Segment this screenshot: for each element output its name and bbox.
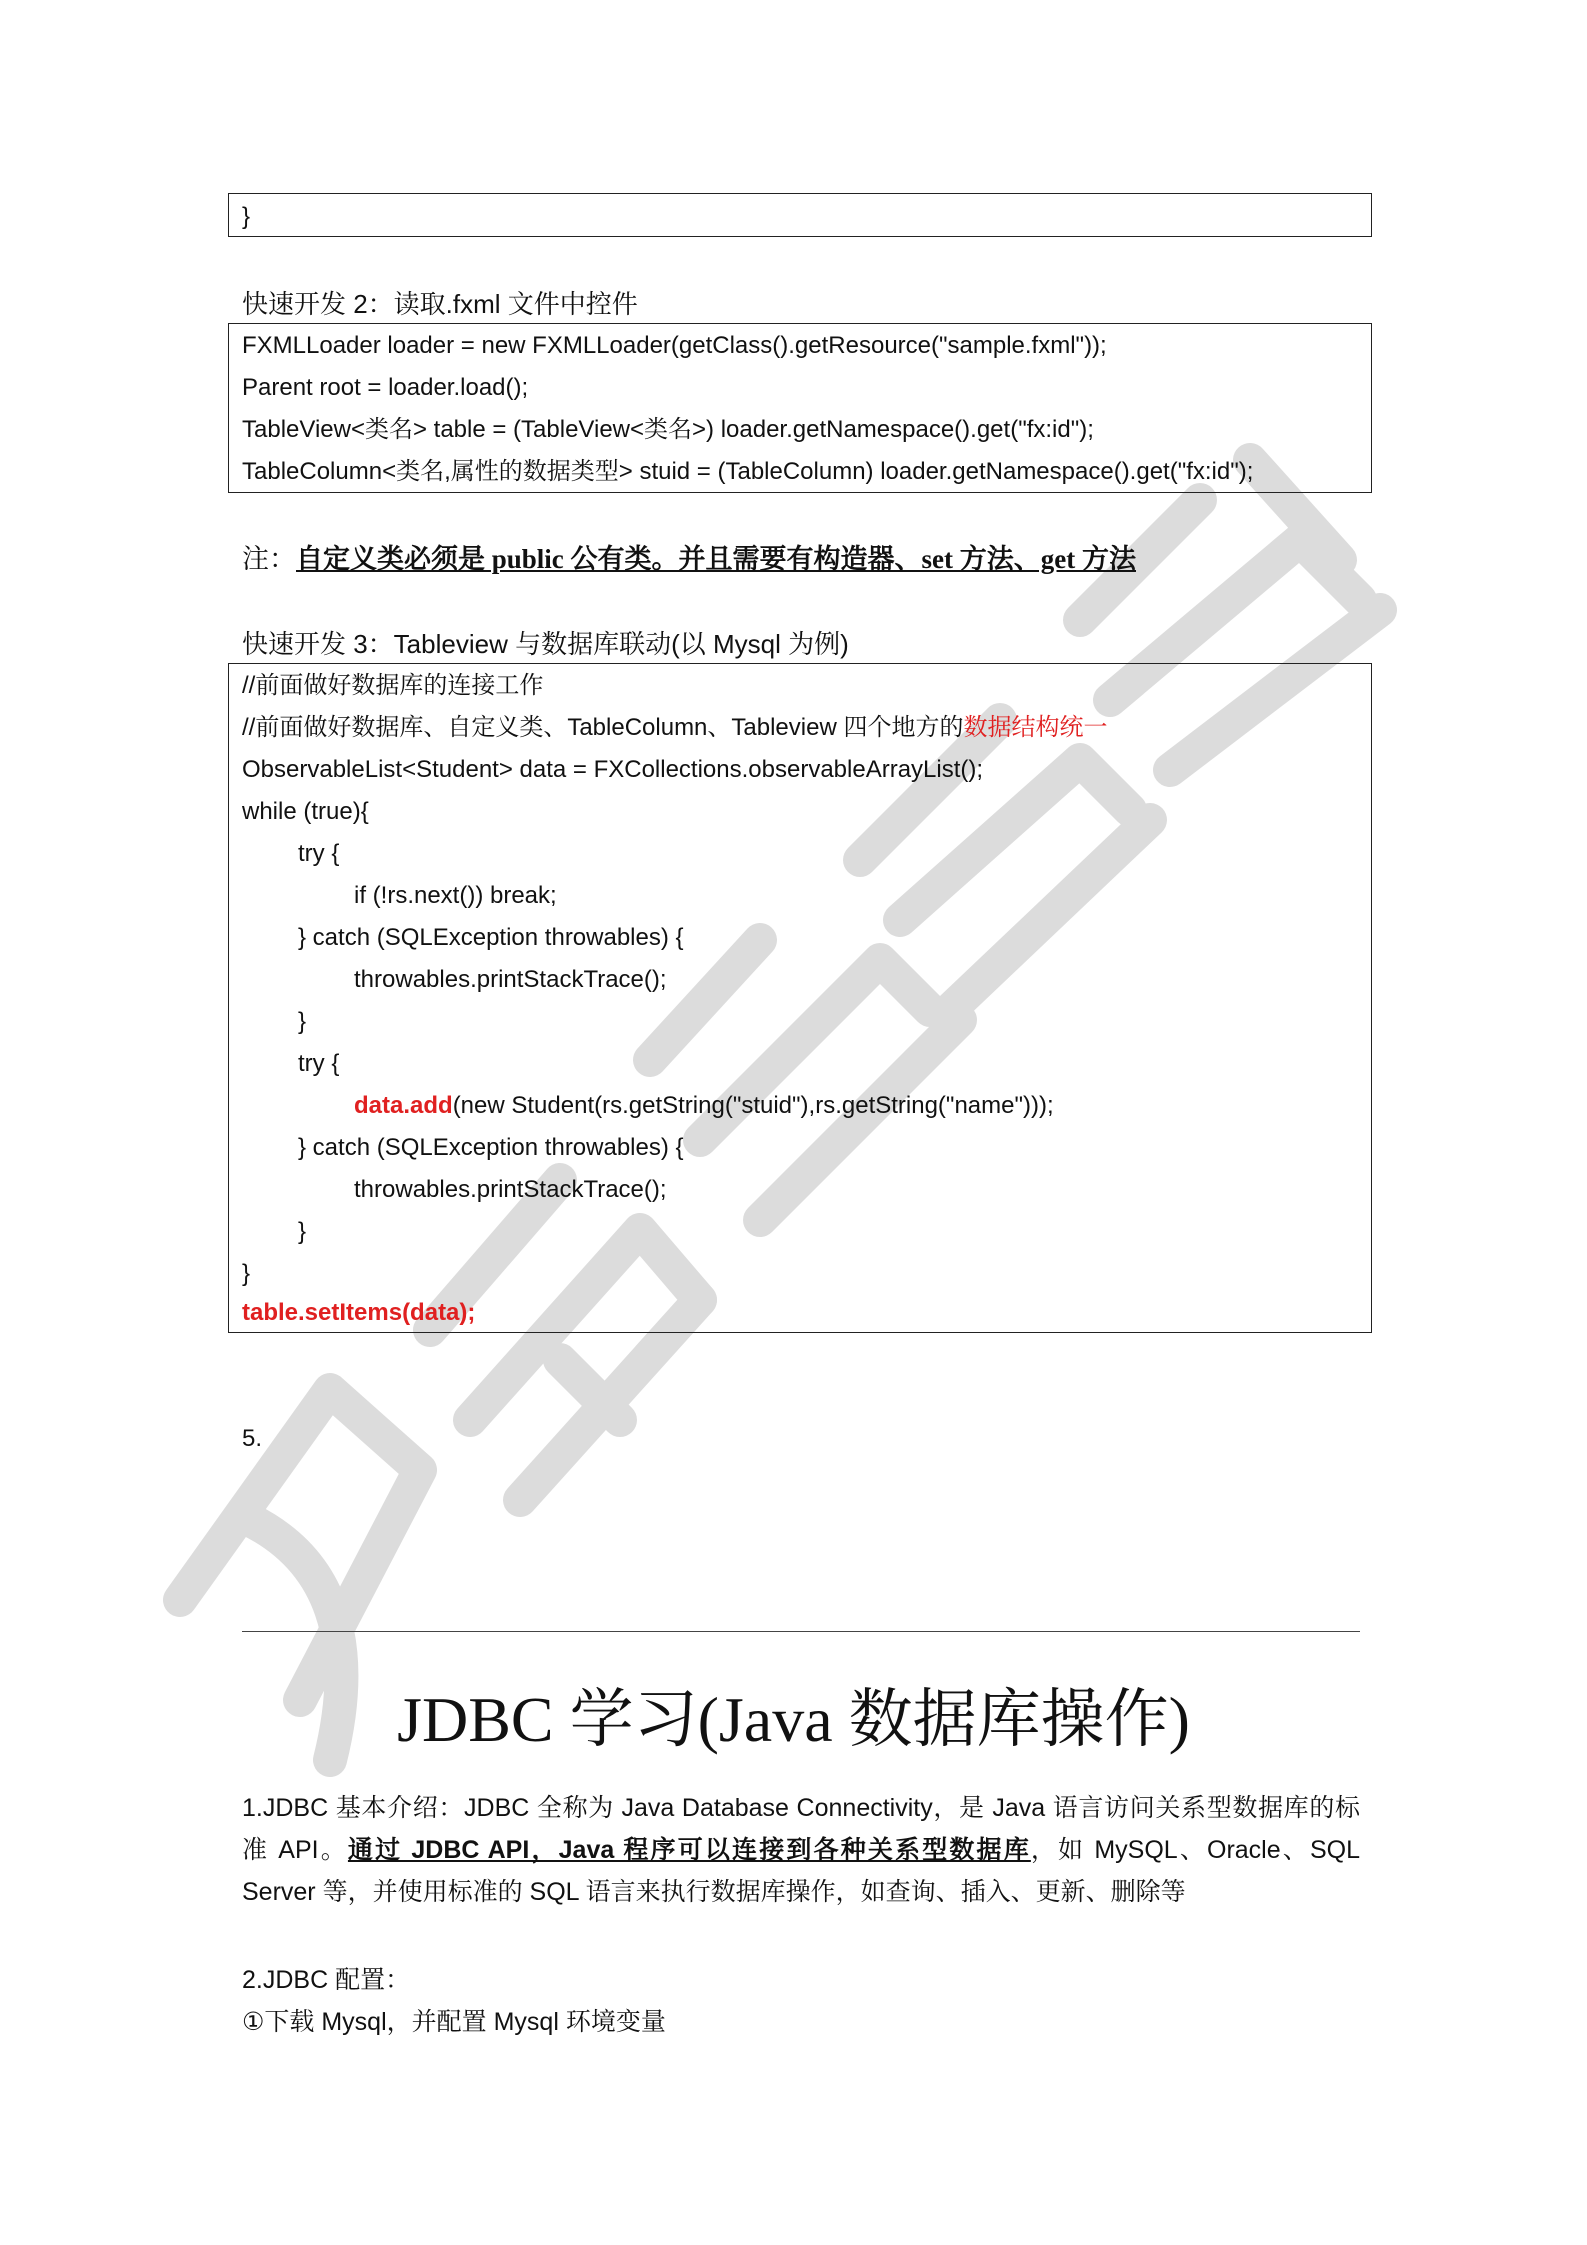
comment-text: //前面做好数据库、自定义类、TableColumn、Tableview 四个地方的 <box>242 714 964 741</box>
note-line <box>242 537 1136 576</box>
code-line: } catch (SQLException throwables) { <box>298 1134 684 1161</box>
code-line: while (true){ <box>242 798 369 825</box>
horizontal-rule <box>242 1631 1360 1632</box>
code-box-top <box>228 193 1372 237</box>
code-comment <box>242 707 1107 749</box>
code-line: } <box>298 1218 307 1245</box>
code-line: } <box>298 1008 307 1035</box>
code-line: if (!rs.next()) break; <box>354 882 557 909</box>
code-line: FXMLLoader loader = new FXMLLoader(getClass().getResource("sample.fxml")); <box>242 332 1107 359</box>
intro-underlined: 通过 JDBC API，Java 程序可以连接到各种关系型数据库 <box>347 1836 1031 1864</box>
jdbc-intro-paragraph <box>242 1787 1360 1913</box>
note-text: 自定义类必须是 public 公有类。并且需要有构造器、set 方法、get 方法 <box>296 544 1136 574</box>
section-heading-fxml: 快速开发 2：读取.fxml 文件中控件 <box>242 289 638 319</box>
code-line <box>354 1085 1054 1127</box>
page-title: JDBC 学习(Java 数据库操作) <box>397 1684 1190 1755</box>
code-line: Parent root = loader.load(); <box>242 374 529 401</box>
code-line: throwables.printStackTrace(); <box>354 1176 667 1203</box>
list-number: 5. <box>242 1425 263 1452</box>
code-line: } <box>242 1260 251 1287</box>
jdbc-config-step: ①下载 Mysql，并配置 Mysql 环境变量 <box>242 2008 666 2036</box>
code-line: try { <box>298 1050 340 1077</box>
comment-highlight: 数据结构统一 <box>963 714 1108 741</box>
code-line: TableView<类名> table = (TableView<类名>) loader.getNamespace().get("fx:id"); <box>242 416 1094 443</box>
code-line: } catch (SQLException throwables) { <box>298 924 684 951</box>
code-comment: //前面做好数据库的连接工作 <box>242 672 544 699</box>
code-line: } <box>242 203 251 230</box>
code-line-highlight: table.setItems(data); <box>242 1299 476 1326</box>
code-highlight: data.add <box>354 1092 453 1119</box>
section-heading-tableview: 快速开发 3：Tableview 与数据库联动(以 Mysql 为例) <box>242 629 849 659</box>
code-text: (new Student(rs.getString("stuid"),rs.getString("name"))); <box>452 1092 1054 1119</box>
code-line: TableColumn<类名,属性的数据类型> stuid = (TableColumn) loader.getNamespace().get("fx:id"); <box>242 458 1254 485</box>
code-line: ObservableList<Student> data = FXCollections.observableArrayList(); <box>242 756 984 783</box>
code-line: try { <box>298 840 340 867</box>
code-line: throwables.printStackTrace(); <box>354 966 667 993</box>
note-prefix: 注： <box>242 544 296 574</box>
jdbc-config-heading: 2.JDBC 配置： <box>242 1966 411 1994</box>
intro-text: ，如 MySQL、Oracle、SQL Server 等，并使用标准的 SQL 语言来执行数据库操作，如查询、插入、更新、删除等 <box>242 1836 1360 1906</box>
intro-text: 1.JDBC 基本介绍：JDBC 全称为 Java Database Connectivity，是 Java 语言访问关系型数据库的标准 API。 <box>242 1794 1360 1864</box>
